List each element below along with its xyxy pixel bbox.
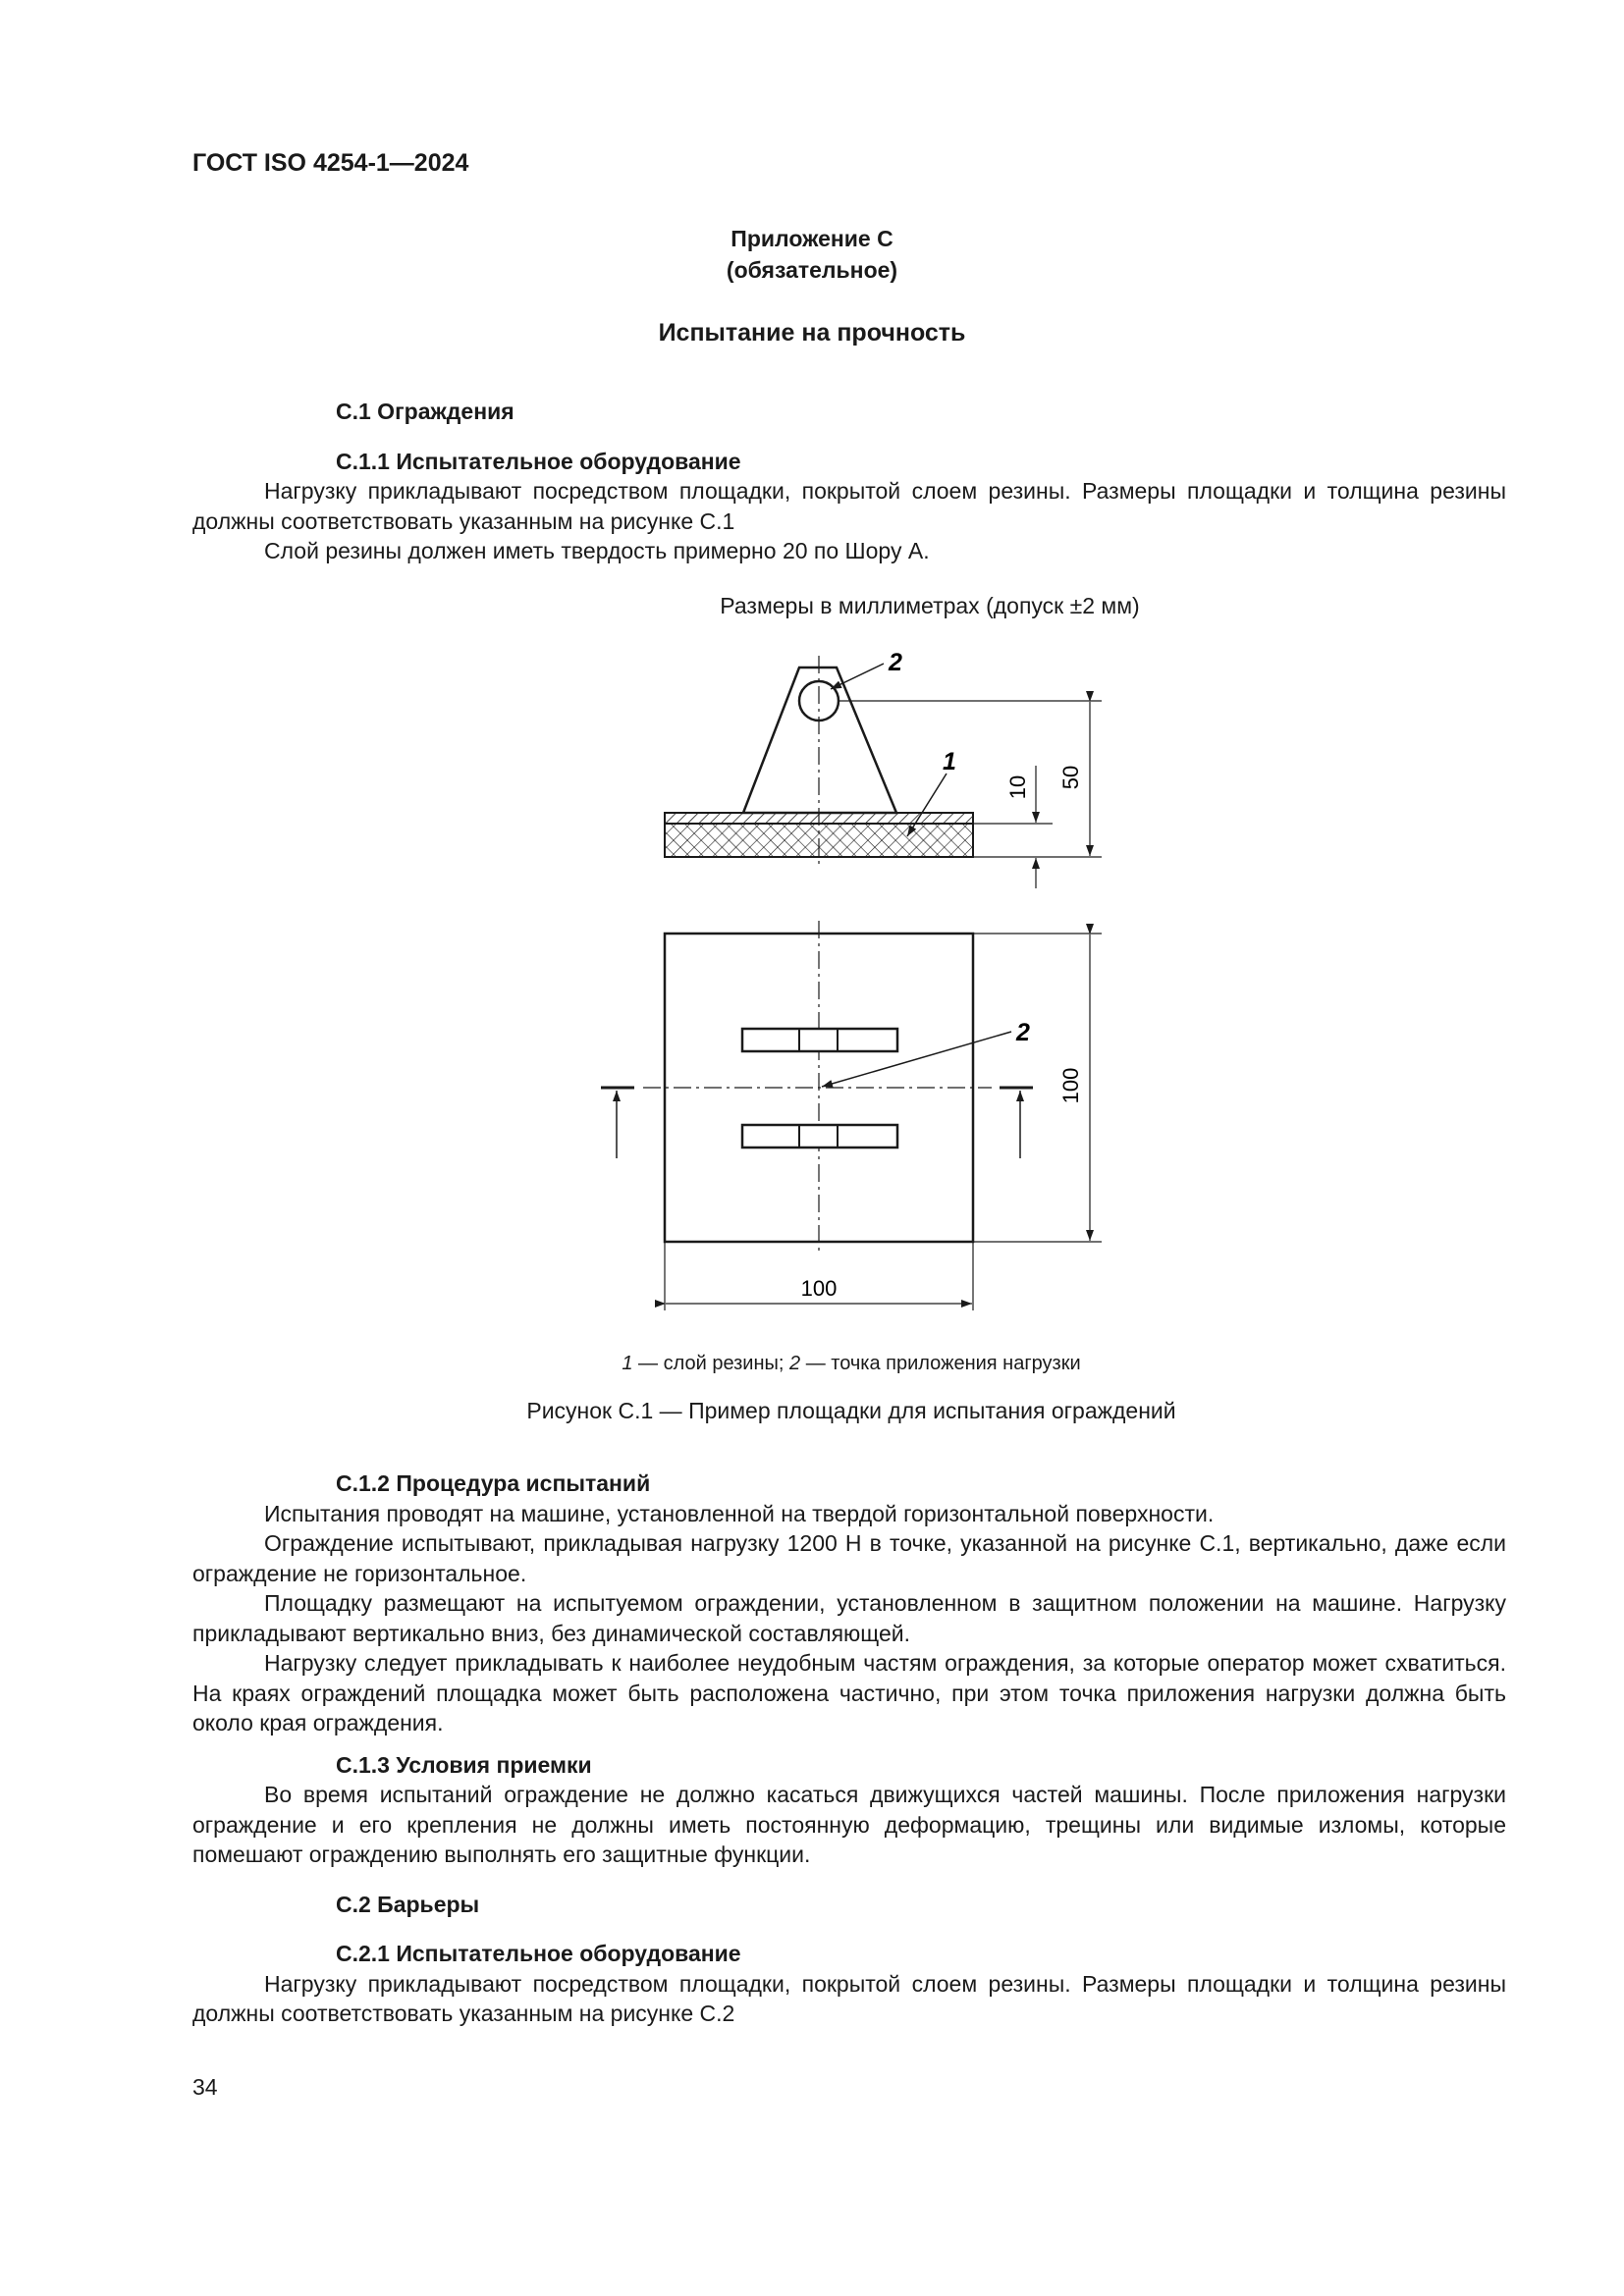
legend-number: 1 [622,1353,633,1374]
paragraph: Испытания проводят на машине, установленной на твердой горизонтальной поверхности. [264,1500,1215,1526]
callout-load-point-plan: 2 [1016,1019,1030,1046]
figure-caption: Рисунок С.1 — Пример площадки для испытания ограждений [526,1398,1176,1423]
legend-text: — слой резины; [632,1353,790,1374]
callout-load-point-side: 2 [889,649,902,676]
dim-rubber-label: 10 [1005,774,1030,800]
subsection-heading-c2-1: С.2.1 Испытательное оборудование [336,1941,741,1966]
dim-side-label: 100 [1058,1067,1083,1104]
subsection-heading-c1-3: С.1.3 Условия приемки [336,1751,592,1778]
side-view [665,649,1102,888]
section-c1-2-to-c2 [192,1468,1506,2029]
appendix-name: Испытание на прочность [658,319,966,347]
callout-rubber-layer: 1 [943,748,956,775]
section-heading-c2: С.2 Барьеры [336,1891,480,1917]
subsection-heading-c1-1: С.1.1 Испытательное оборудование [336,448,741,474]
document-id-header: ГОСТ ISO 4254-1—2024 [192,149,469,177]
legend-text: — точка приложения нагрузки [800,1353,1081,1374]
dim-height-label: 50 [1058,765,1083,790]
figure-c1-drawing [585,643,1135,1310]
figure-legend [0,1353,1624,1375]
legend-number: 2 [789,1353,801,1374]
paragraph: Во время испытаний ограждение не должно касаться движущихся частей машины. После приложения нагрузки ограждение и его крепления не должны иметь постоянную деформацию, трещины или видимые изломы, которые помешают ограждению выполнять его защитные функции. [192,1782,1506,1867]
paragraph: Нагрузку прикладывают посредством площадки, покрытой слоем резины. Размеры площадки и толщина резины должны соответствовать указанным на рисунке С.2 [192,1970,1506,2026]
paragraph: Ограждение испытывают, прикладывая нагрузку 1200 Н в точке, указанной на рисунке С.1, вертикально, даже если ограждение не горизонтальное. [192,1530,1506,1586]
appendix-status: (обязательное) [726,257,898,283]
subsection-heading-c1-2: С.1.2 Процедура испытаний [336,1470,651,1496]
section-c1 [192,397,1506,566]
page-number: 34 [192,2074,218,2100]
appendix-title: Приложение С [731,226,893,251]
paragraph: Нагрузку следует прикладывать к наиболее неудобным частям ограждения, за которые оператор может схватиться. На краях ограждений площадка может быть расположена частично, при этом точка приложения нагрузки должна быть около края ограждения. [192,1650,1506,1735]
dimensions-note: Размеры в миллиметрах (допуск ±2 мм) [720,593,1140,618]
paragraph: Площадку размещают на испытуемом ограждении, установленном в защитном положении на машине. Нагрузку прикладывают вертикально вниз, без динамической составляющей. [192,1590,1506,1646]
paragraph: Нагрузку прикладывают посредством площадки, покрытой слоем резины. Размеры площадки и толщина резины должны соответствовать указанным на рисунке С.1 [192,478,1506,534]
plan-view [601,921,1102,1310]
dim-width-label: 100 [800,1276,838,1301]
paragraph: Слой резины должен иметь твердость примерно 20 по Шору А. [264,538,930,563]
section-heading-c1: С.1 Ограждения [336,399,514,424]
